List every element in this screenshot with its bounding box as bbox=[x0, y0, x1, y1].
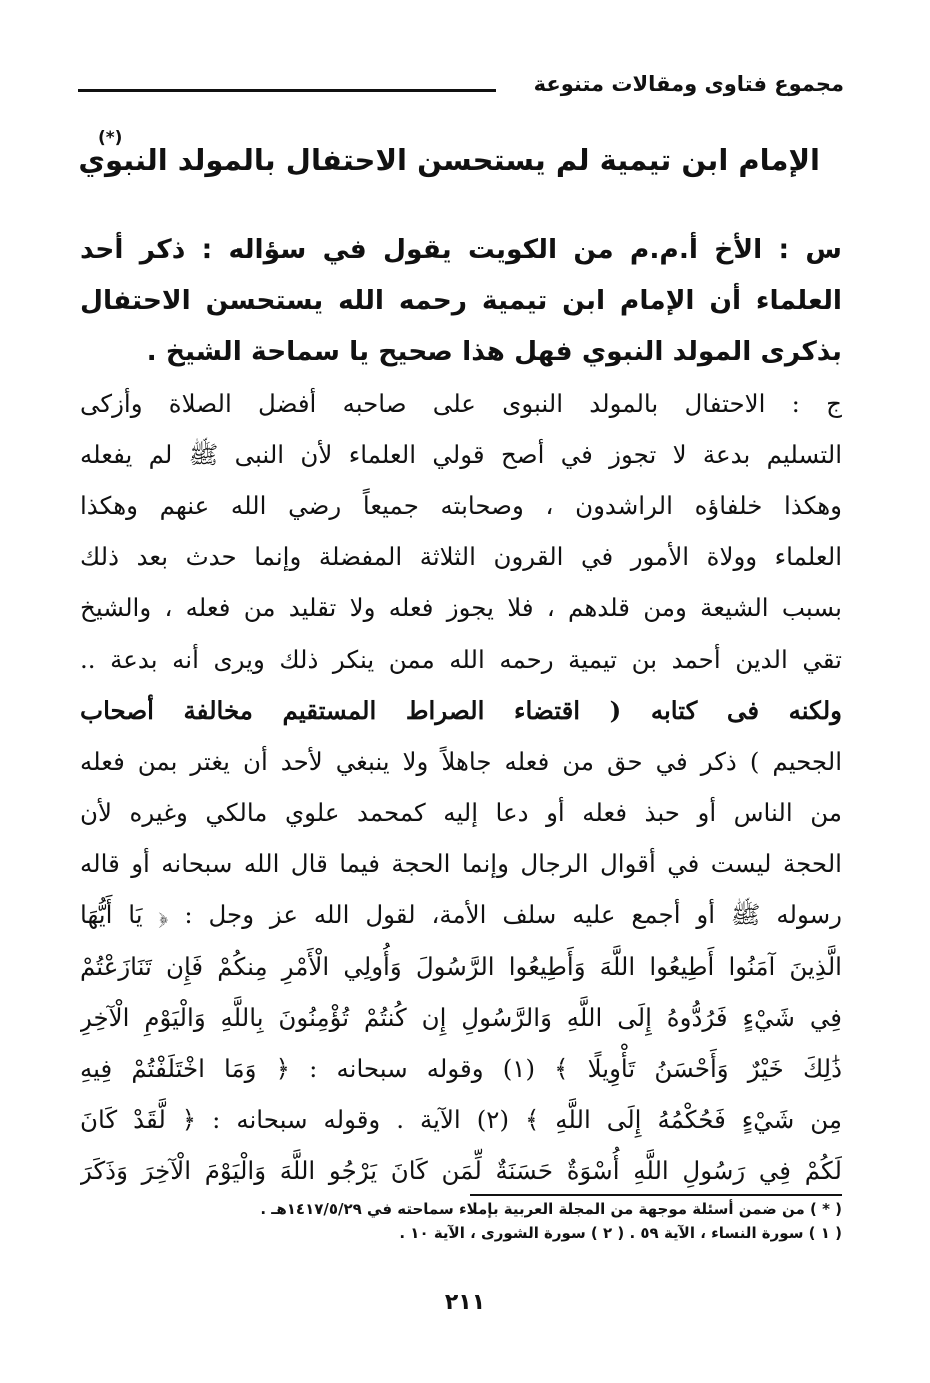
page-number: ٢١١ bbox=[444, 1290, 486, 1315]
quran-verse-line: فِي شَيْءٍ فَرُدُّوهُ إِلَى اللَّهِ وَالرَّسُولِ إِن كُنتُمْ تُؤْمِنُونَ بِاللَّهِ وَالْيَوْمِ الْآخِرِ bbox=[80, 1002, 842, 1032]
quran-verse-line: الَّذِينَ آمَنُوا أَطِيعُوا اللَّهَ وَأَطِيعُوا الرَّسُولَ وَأُولِي الْأَمْرِ مِنكُمْ فَإِن تَنَازَعْتُمْ bbox=[80, 951, 842, 981]
question-line: س : الأخ أ.م.م من الكويت يقول في سؤاله : ذكر أحد bbox=[80, 234, 842, 265]
quran-verse-line: لَكُمْ فِي رَسُولِ اللَّهِ أُسْوَةٌ حَسَنَةٌ لِّمَن كَانَ يَرْجُو اللَّهَ وَالْيَوْمَ الْآخِرَ وَذَكَرَ bbox=[80, 1156, 842, 1186]
answer-line: ج : الاحتفال بالمولد النبوى على صاحبه أفضل الصلاة وأزكى bbox=[80, 388, 842, 418]
answer-line: الحجة ليست في أقوال الرجال وإنما الحجة فيما قال الله سبحانه أو قاله bbox=[80, 849, 842, 879]
running-header: مجموع فتاوى ومقالات متنوعة bbox=[533, 72, 844, 96]
answer-line-book-title: ولكنه فى كتابه ( اقتضاء الصراط المستقيم مخالفة أصحاب bbox=[80, 695, 842, 725]
footnote: ( * ) من ضمن أسئلة موجهة من المجلة العربية بإملاء سماحته في ١٤١٧/٥/٢٩هـ . bbox=[260, 1200, 842, 1218]
quran-verse-line: ذَٰلِكَ خَيْرٌ وَأَحْسَنُ تَأْوِيلًا ﴾ (١) وقوله سبحانه : ﴿ وَمَا اخْتَلَفْتُمْ فِيهِ bbox=[80, 1054, 842, 1083]
answer-line: رسوله ﷺ أو أجمع عليه سلف الأمة، لقول الله عز وجل : ﴿ يَا أَيُّهَا bbox=[80, 900, 842, 930]
answer-line: العلماء وولاة الأمور في القرون الثلاثة المفضلة وإنما حدث بعد ذلك bbox=[80, 542, 842, 572]
answer-line: تقي الدين أحمد بن تيمية رحمه الله ممن ينكر ذلك ويرى أنه بدعة .. bbox=[80, 644, 842, 674]
quran-verse-line: مِن شَيْءٍ فَحُكْمُهُ إِلَى اللَّهِ ﴾ (٢) الآية . وقوله سبحانه : ﴿ لَّقَدْ كَانَ bbox=[80, 1105, 842, 1135]
article-body bbox=[80, 224, 842, 1197]
answer-line: التسليم بدعة لا تجوز في أصح قولي العلماء لأن النبى ﷺ لم يفعله bbox=[80, 439, 842, 469]
answer-line: بسبب الشيعة ومن قلدهم ، فلا يجوز فعله ولا تقليد من فعله ، والشيخ bbox=[80, 593, 842, 623]
footnote: ( ١ ) سورة النساء ، الآية ٥٩ . ( ٢ ) سورة الشورى ، الآية ١٠ . bbox=[399, 1224, 842, 1242]
footnote-rule bbox=[470, 1194, 842, 1196]
answer-line: الجحيم ) ذكر في حق من فعله جاهلاً ولا ينبغي لأحد أن يغتر بمن فعله bbox=[80, 746, 842, 776]
footnotes bbox=[260, 1197, 842, 1245]
article-title: الإمام ابن تيمية لم يستحسن الاحتفال بالمولد النبوي bbox=[78, 143, 820, 177]
answer-line: وهكذا خلفاؤه الراشدون ، وصحابته جميعاً رضي الله عنهم وهكذا bbox=[80, 490, 842, 520]
title-footnote-mark: (*) bbox=[98, 128, 123, 148]
question-line: العلماء أن الإمام ابن تيمية رحمه الله يستحسن الاحتفال bbox=[80, 285, 842, 317]
question-line: بذكرى المولد النبوي فهل هذا صحيح يا سماحة الشيخ . bbox=[146, 336, 842, 368]
answer-line: من الناس أو حبذ فعله أو دعا إليه كمحمد علوي مالكي وغيره لأن bbox=[80, 798, 842, 828]
header-rule bbox=[78, 89, 496, 92]
